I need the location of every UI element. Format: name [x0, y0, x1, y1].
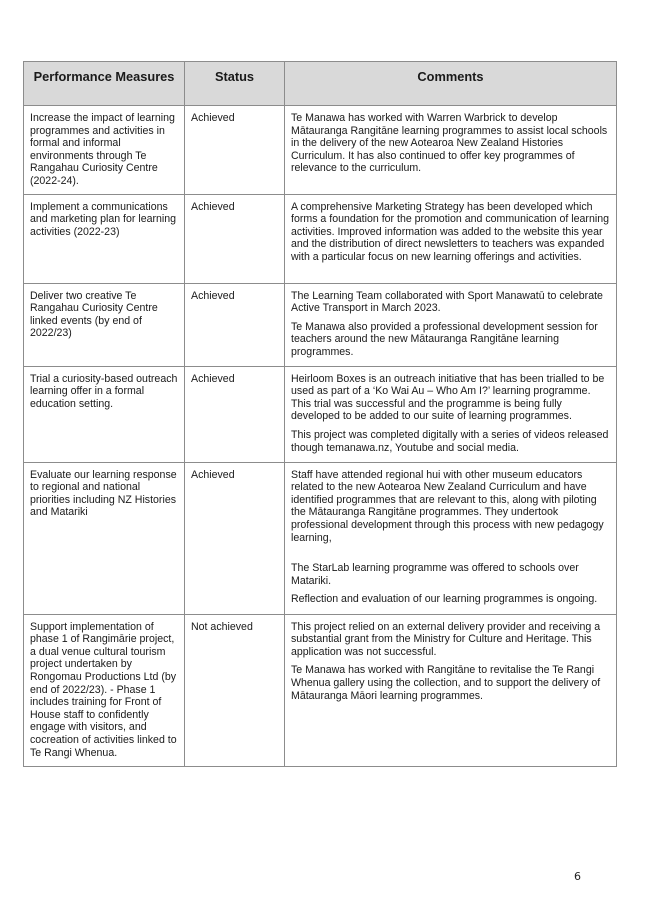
status-cell: Not achieved: [185, 614, 285, 766]
comment-paragraph: This project relied on an external delivery provider and receiving a substantial grant from the Ministry for Culture and Heritage. This application was not successful.: [291, 620, 601, 658]
measure-cell: Deliver two creative Te Rangahau Curiosity Centre linked events (by end of 2022/23): [24, 283, 185, 366]
comment-paragraph: Te Manawa has worked with Rangitāne to revitalise the Te Rangi Whenua gallery using the collection, and to support the delivery of Mātauranga Māori learning programmes.: [291, 664, 601, 702]
comment-paragraph: Te Manawa has worked with Warren Warbrick to develop Mātauranga Rangitāne learning programmes to assist local schools in the delivery of the new Aotearoa New Zealand Histories Curriculum. It has also continued to offer key programmes of relevance to the curriculum.: [291, 112, 608, 175]
comments-cell: [285, 283, 617, 366]
table-row: [24, 194, 617, 283]
table-row: [24, 106, 617, 195]
measure-cell: Trial a curiosity-based outreach learning offer in a formal education setting.: [24, 366, 185, 462]
table-header-row: [24, 62, 617, 106]
status-cell: Achieved: [185, 366, 285, 462]
measure-cell: Implement a communications and marketing plan for learning activities (2022-23): [24, 194, 185, 283]
comment-paragraph: The StarLab learning programme was offered to schools over Matariki.: [291, 562, 579, 587]
header-comments: Comments: [285, 62, 617, 106]
comments-cell: [285, 366, 617, 462]
comment-paragraph: Heirloom Boxes is an outreach initiative that has been trialled to be used as part of a ‘Ko Wai Au – Who Am I?’ learning programme. This trial was successful and the programme is being fully developed to be added to our suite of learning programmes.: [291, 372, 605, 423]
measure-cell: Increase the impact of learning programmes and activities in formal and informal environments through Te Rangahau Curiosity Centre (2022-24).: [24, 106, 185, 195]
comments-cell: [285, 194, 617, 283]
header-performance-measures: Performance Measures: [24, 62, 185, 106]
table-row: [24, 462, 617, 614]
status-cell: Achieved: [185, 106, 285, 195]
comment-paragraph: This project was completed digitally with a series of videos released though temanawa.nz, Youtube and social media.: [291, 428, 609, 454]
status-cell: Achieved: [185, 283, 285, 366]
comment-paragraph: Reflection and evaluation of our learning programmes is ongoing.: [291, 593, 598, 606]
comment-paragraph: A comprehensive Marketing Strategy has been developed which forms a foundation for the promotion and communication of learning activities. Improved information was added to the website this year and the distribution of direct newsletters to teachers was expanded with a particular focus on new learning offerings and activities.: [291, 200, 609, 263]
status-cell: Achieved: [185, 462, 285, 614]
measure-cell: Support implementation of phase 1 of Rangimārie project, a dual venue cultural tourism project undertaken by Rongomau Productions Ltd (by end of 2022/23). - Phase 1 includes training for Front of House staff to confidently engage with visitors, and cocreation of activities linked to Te Rangi Whenua.: [24, 614, 185, 766]
table-row: [24, 366, 617, 462]
comment-paragraph: Staff have attended regional hui with other museum educators related to the new Aotearoa New Zealand Curriculum and have identified programmes that are relevant to this, along with piloting the Mātauranga Rangitāne programmes. They undertook professional development through this process with new pedagogy learning,: [291, 468, 604, 544]
comments-cell: [285, 106, 617, 195]
status-cell: Achieved: [185, 194, 285, 283]
performance-measures-table: [23, 61, 617, 767]
comments-cell: [285, 462, 617, 614]
header-status: Status: [185, 62, 285, 106]
measure-cell: Evaluate our learning response to regional and national priorities including NZ Histories and Matariki: [24, 462, 185, 614]
page-number: 6: [574, 870, 581, 883]
table-row: [24, 614, 617, 766]
comments-cell: [285, 614, 617, 766]
table-row: [24, 283, 617, 366]
comment-paragraph: Te Manawa also provided a professional development session for teachers around the new Mātauranga Rangitāne learning programmes.: [291, 320, 598, 358]
comment-paragraph: The Learning Team collaborated with Sport Manawatū to celebrate Active Transport in March 2023.: [291, 289, 603, 315]
